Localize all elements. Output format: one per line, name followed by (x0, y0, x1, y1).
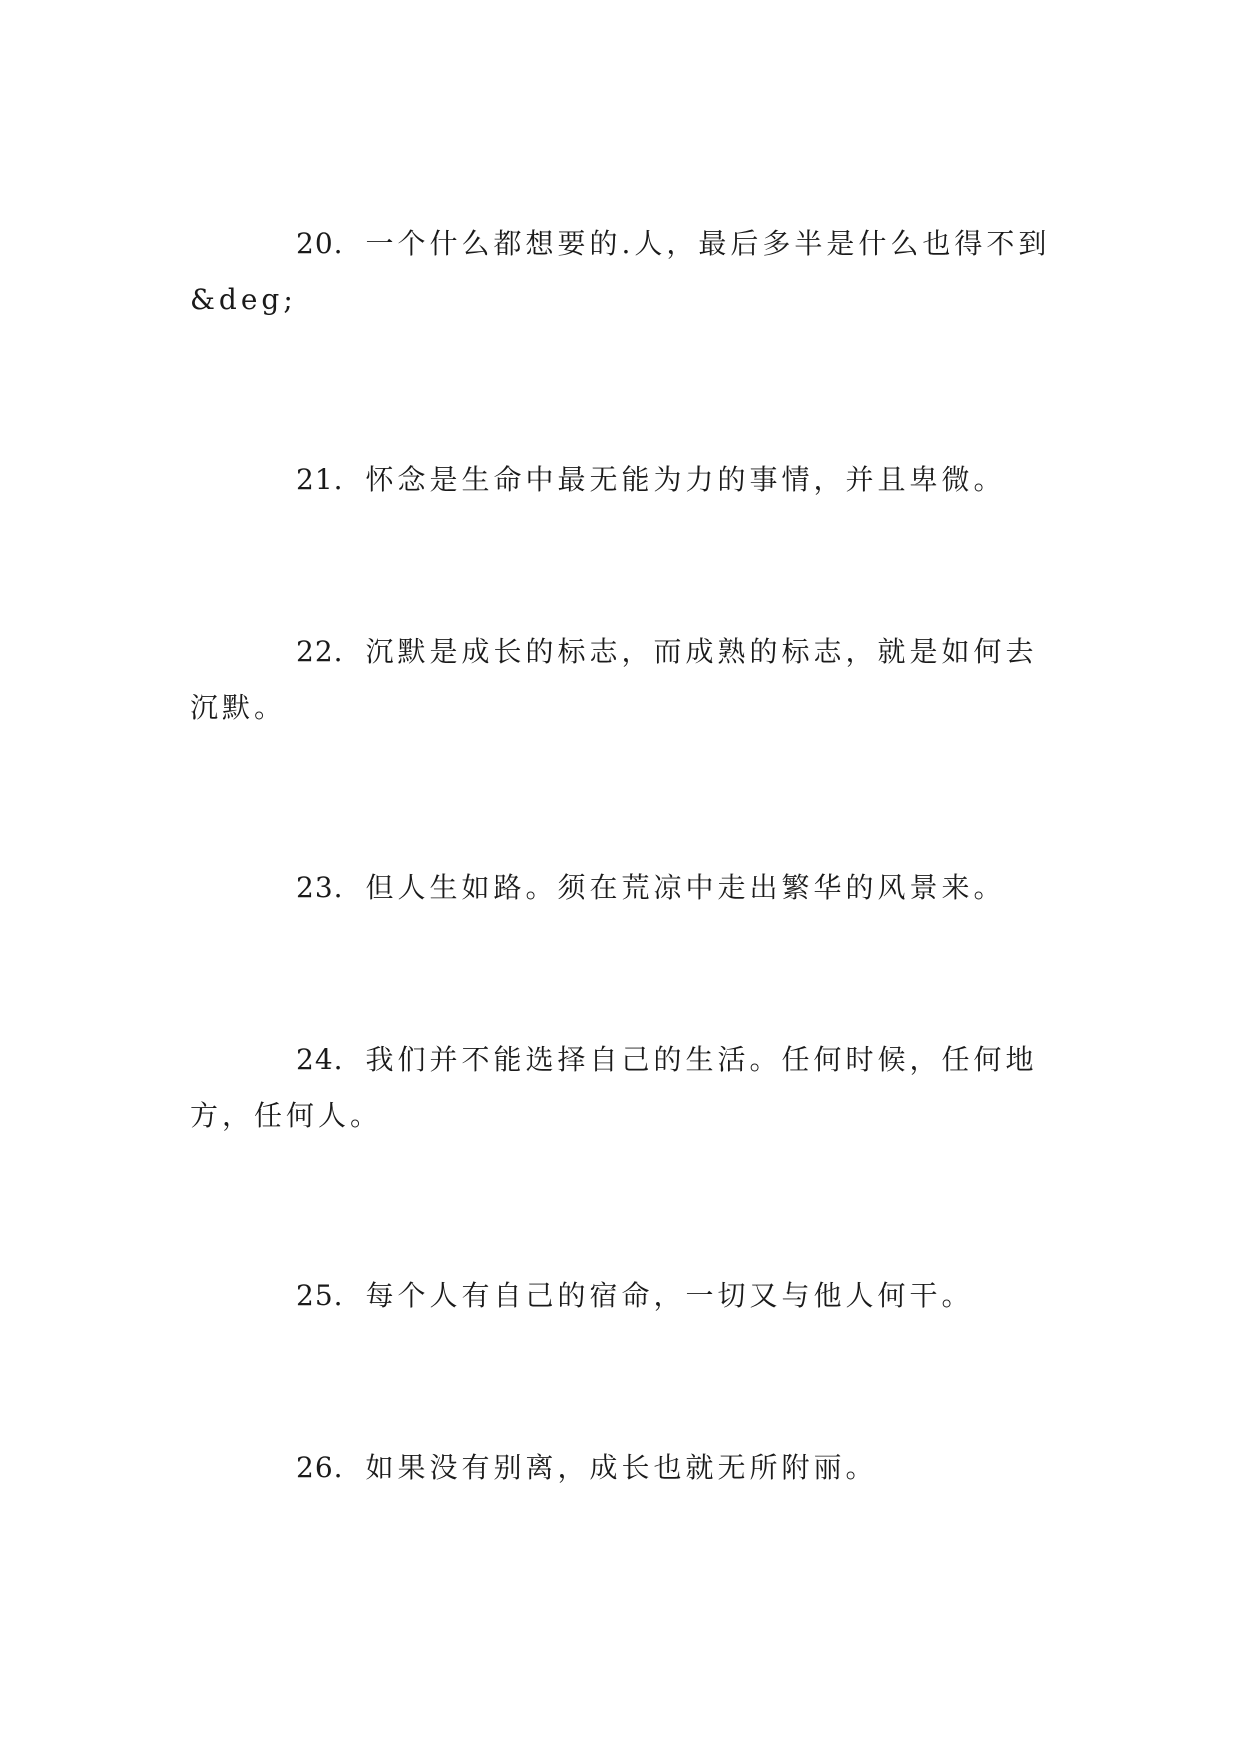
paragraph-24 (190, 1032, 1060, 1144)
item-number: 21. (296, 463, 344, 496)
paragraph-26 (190, 1440, 1060, 1496)
paragraph-20 (190, 216, 1060, 328)
item-text: 我们并不能选择自己的生活。任何时候，任何地方，任何人。 (190, 1043, 1038, 1132)
item-text: 沉默是成长的标志，而成熟的标志，就是如何去沉默。 (190, 635, 1038, 724)
paragraph-21 (190, 452, 1060, 508)
item-number: 25. (296, 1279, 344, 1312)
item-text: 如果没有别离，成长也就无所附丽。 (365, 1451, 878, 1484)
item-text: 一个什么都想要的.人，最后多半是什么也得不到&deg; (190, 227, 1051, 316)
item-text: 但人生如路。须在荒凉中走出繁华的风景来。 (365, 871, 1006, 904)
item-text: 每个人有自己的宿命，一切又与他人何干。 (365, 1279, 974, 1312)
item-number: 24. (296, 1043, 344, 1076)
item-number: 23. (296, 871, 344, 904)
paragraph-23 (190, 860, 1060, 916)
item-number: 20. (296, 227, 344, 260)
item-text: 怀念是生命中最无能为力的事情，并且卑微。 (365, 463, 1006, 496)
paragraph-25 (190, 1268, 1060, 1324)
paragraph-22 (190, 624, 1060, 736)
item-number: 22. (296, 635, 344, 668)
item-number: 26. (296, 1451, 344, 1484)
